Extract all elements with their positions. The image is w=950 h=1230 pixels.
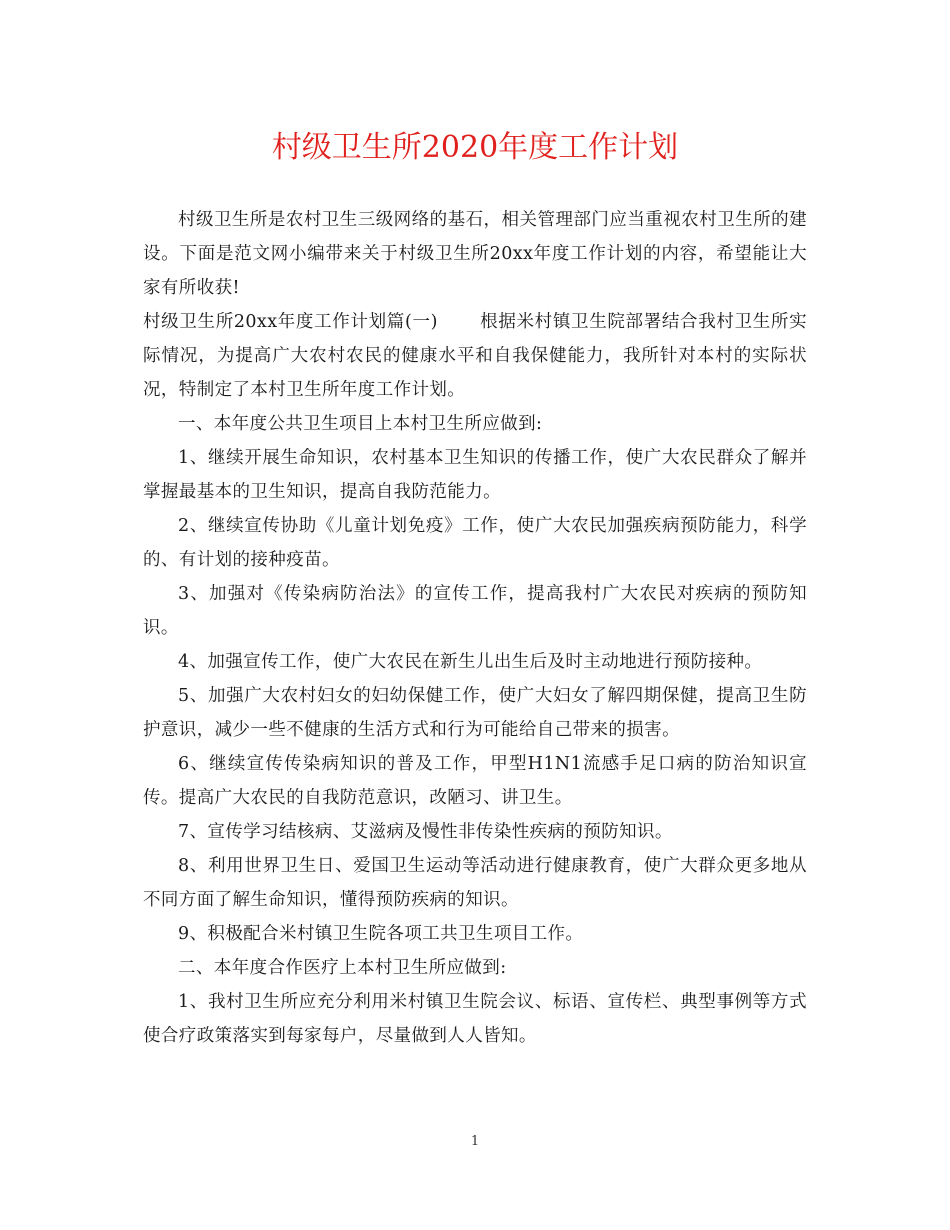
section-paragraph bbox=[143, 305, 807, 407]
list-item: 8、利用世界卫生日、爱国卫生运动等活动进行健康教育，使广大群众更多地从不同方面了解生命知识，懂得预防疾病的知识。 bbox=[143, 856, 807, 910]
document-body bbox=[143, 203, 807, 1053]
list-item: 7、宣传学习结核病、艾滋病及慢性非传染性疾病的预防知识。 bbox=[178, 822, 673, 842]
list-item: 3、加强对《传染病防治法》的宣传工作，提高我村广大农民对疾病的预防知识。 bbox=[143, 584, 807, 638]
intro-paragraph: 村级卫生所是农村卫生三级网络的基石，相关管理部门应当重视农村卫生所的建设。下面是范文网小编带来关于村级卫生所20xx年度工作计划的内容，希望能让大家有所收获! bbox=[143, 210, 807, 298]
list-item: 6、继续宣传传染病知识的普及工作，甲型H1N1流感手足口病的防治知识宣传。提高广大农民的自我防范意识，改陋习、讲卫生。 bbox=[143, 754, 807, 808]
list-item: 4、加强宣传工作，使广大农民在新生儿出生后及时主动地进行预防接种。 bbox=[178, 652, 763, 672]
page-number: 1 bbox=[470, 1134, 480, 1149]
part2-heading: 二、本年度合作医疗上本村卫生所应做到: bbox=[178, 958, 507, 978]
list-item: 9、积极配合米村镇卫生院各项工共卫生项目工作。 bbox=[178, 924, 584, 944]
section-lead: 根据米村镇卫生院部署结合我村卫生所实际情况，为提高广大农村农民的健康水平和自我保健能力，我所针对本村的实际状况，特制定了本村卫生所年度工作计划。 bbox=[143, 312, 807, 400]
list-item: 1、继续开展生命知识，农村基本卫生知识的传播工作，使广大农民群众了解并掌握最基本的卫生知识，提高自我防范能力。 bbox=[143, 448, 807, 502]
document-title: 村级卫生所2020年度工作计划 bbox=[271, 130, 679, 165]
list-item: 1、我村卫生所应充分利用米村镇卫生院会议、标语、宣传栏、典型事例等方式使合疗政策落实到每家每户，尽量做到人人皆知。 bbox=[143, 992, 807, 1046]
list-item: 5、加强广大农村妇女的妇幼保健工作，使广大妇女了解四期保健，提高卫生防护意识，减少一些不健康的生活方式和行为可能给自己带来的损害。 bbox=[143, 686, 807, 740]
list-item: 2、继续宣传协助《儿童计划免疫》工作，使广大农民加强疾病预防能力，科学的、有计划的接种疫苗。 bbox=[143, 516, 807, 570]
section-heading: 村级卫生所20xx年度工作计划篇(一) bbox=[143, 312, 438, 332]
part1-heading: 一、本年度公共卫生项目上本村卫生所应做到: bbox=[178, 414, 543, 434]
